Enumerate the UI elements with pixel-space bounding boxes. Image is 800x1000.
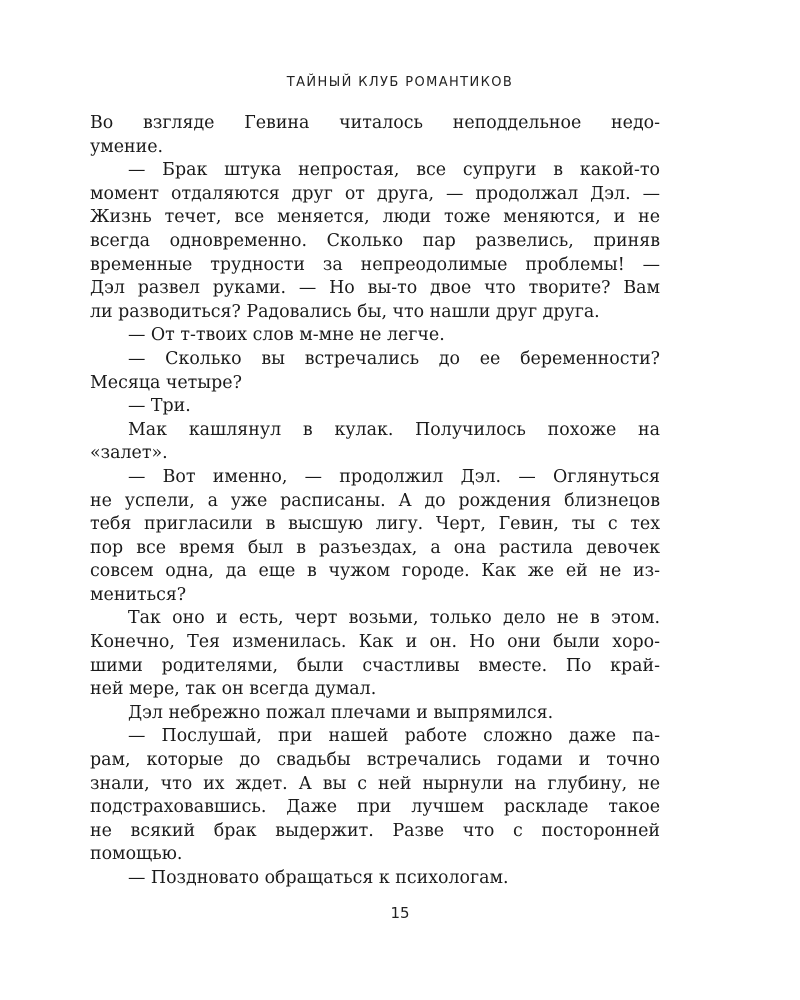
text-line: — Сколько вы встречались до ее беременности? xyxy=(128,348,660,369)
text-line: — Послушай, при нашей работе сложно даже па- xyxy=(128,726,660,747)
text-line: подстраховавшись. Даже при лучшем раскладе такое xyxy=(90,797,660,818)
text-line: Во взгляде Гевина читалось неподдельное недо- xyxy=(90,113,660,133)
text-line: совсем одна, да еще в чужом городе. Как же ей не из- xyxy=(90,561,660,582)
text-line: не всякий брак выдержит. Разве что с посторонней xyxy=(90,820,660,841)
text-line: — Брак штука непростая, все супруги в какой-то xyxy=(128,160,660,181)
text-line: Дэл развел руками. — Но вы-то двое что творите? Вам xyxy=(90,278,660,299)
text-line: тебя пригласили в высшую лигу. Черт, Гевин, ты с тех xyxy=(90,514,660,535)
text-line: всегда одновременно. Сколько пар развелись, приняв xyxy=(90,230,660,251)
text-line: Дэл небрежно пожал плечами и выпрямился. xyxy=(128,702,554,723)
text-line: «залет». xyxy=(90,443,168,464)
text-line: — Три. xyxy=(128,396,191,417)
text-line: ли разводиться? Радовались бы, что нашли друг друга. xyxy=(90,301,600,322)
text-line: Жизнь течет, все меняется, люди тоже меняются, и не xyxy=(90,207,660,228)
running-header: ТАЙНЫЙ КЛУБ РОМАНТИКОВ xyxy=(286,75,514,90)
text-line: не успели, а уже расписаны. А до рождения близнецов xyxy=(90,490,660,511)
text-line: Конечно, Тея изменилась. Как и он. Но они были хоро- xyxy=(90,632,660,653)
text-line: мениться? xyxy=(90,584,187,605)
text-line: помощью. xyxy=(90,844,183,865)
text-line: умение. xyxy=(90,136,164,157)
text-line: момент отдаляются друг от друга, — продолжал Дэл. — xyxy=(90,183,660,204)
text-line: — Вот именно, — продолжил Дэл. — Оглянуться xyxy=(128,466,660,487)
text-line: знали, что их ждет. А вы с ней нырнули на глубину, не xyxy=(90,773,660,794)
text-line: временные трудности за непреодолимые проблемы! — xyxy=(90,254,660,275)
text-line: Месяца четыре? xyxy=(90,372,242,393)
text-line: пор все время был в разъездах, а она растила девочек xyxy=(90,537,660,558)
text-line: — Поздновато обращаться к психологам. xyxy=(128,868,509,888)
text-line: Так оно и есть, черт возьми, только дело не в этом. xyxy=(128,608,660,629)
text-line: Мак кашлянул в кулак. Получилось похоже на xyxy=(128,419,660,440)
body-text xyxy=(90,112,660,891)
text-line: ней мере, так он всегда думал. xyxy=(90,679,377,700)
page-number: 15 xyxy=(390,904,410,922)
text-line: шими родителями, были счастливы вместе. По край- xyxy=(90,655,660,676)
text-line: — От т-твоих слов м-мне не легче. xyxy=(128,325,445,346)
text-line: рам, которые до свадьбы встречались годами и точно xyxy=(90,750,660,771)
